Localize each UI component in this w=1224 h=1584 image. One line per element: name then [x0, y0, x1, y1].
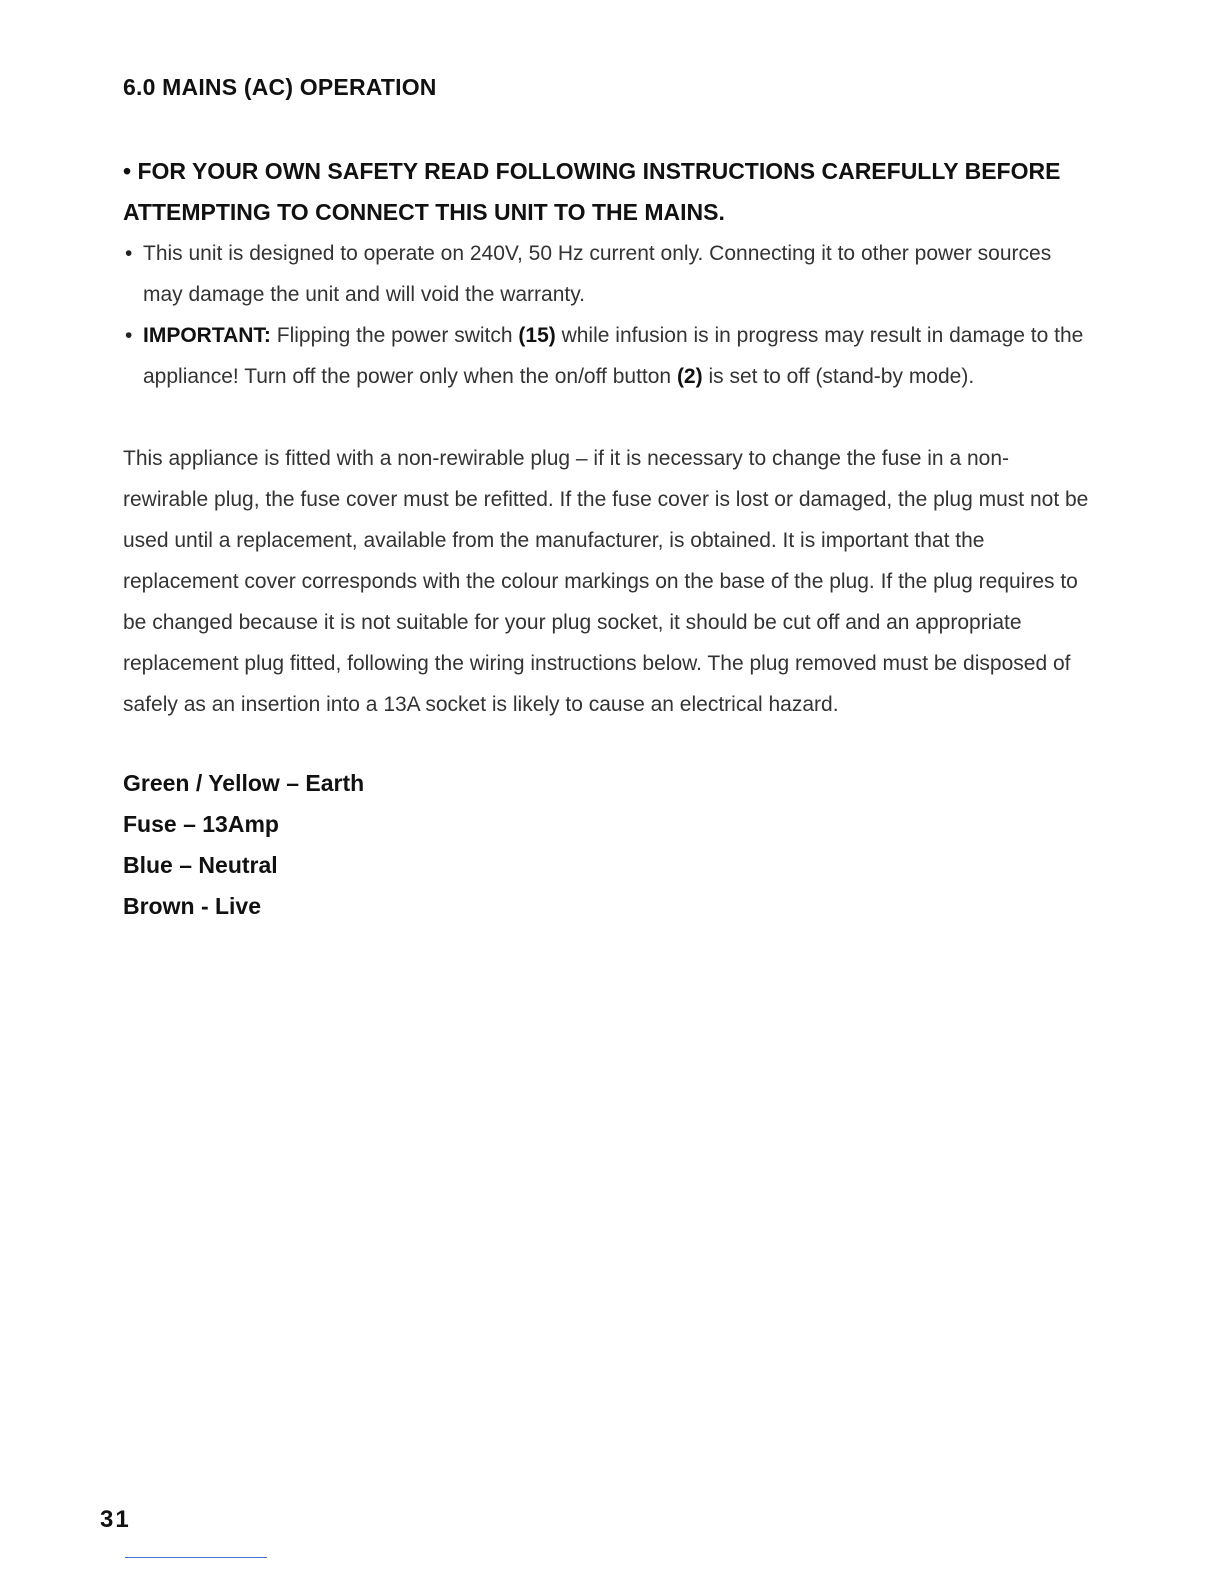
- wiring-item-earth: Green / Yellow – Earth: [123, 770, 365, 796]
- instruction-bullet-list: [123, 233, 1093, 397]
- voltage-instruction-text: This unit is designed to operate on 240V, 50 Hz current only. Connecting it to other power sources may damage the unit and will void the warranty.: [143, 242, 1052, 306]
- bullet-icon: •: [125, 242, 133, 265]
- plug-instructions-paragraph: This appliance is fitted with a non-rewirable plug – if it is necessary to change the fuse in a non-rewirable plug, the fuse cover must be refitted. If the fuse cover is lost or damaged, the plug must not be used until a replacement, available from the manufacturer, is obtained. It is important that the replacement cover corresponds with the colour markings on the base of the plug. If the plug requires to be changed because it is not suitable for your plug socket, it should be cut off and an appropriate replacement plug fitted, following the wiring instructions below. The plug removed must be disposed of safely as an insertion into a 13A socket is likely to cause an electrical hazard.: [123, 447, 1089, 716]
- bullet-icon: •: [125, 324, 133, 347]
- wiring-item-fuse: Fuse – 13Amp: [123, 811, 279, 837]
- section-title: 6.0 MAINS (AC) OPERATION: [123, 74, 437, 100]
- list-item-voltage: [123, 233, 1093, 315]
- important-label: IMPORTANT:: [143, 324, 271, 347]
- wiring-item-live: Brown - Live: [123, 893, 262, 919]
- important-text-part-2: while infusion is in progress may result in damage to the appliance! Turn off the power only when the on/off button: [143, 324, 1084, 388]
- important-text-part-3: is set to off (stand-by mode).: [702, 365, 975, 388]
- power-switch-reference: (15): [518, 324, 556, 347]
- list-item-important: [123, 315, 1093, 397]
- page-number: 31: [100, 1506, 131, 1533]
- important-text-part-1: Flipping the power switch: [270, 324, 519, 347]
- wiring-legend: [123, 763, 364, 927]
- footer-divider: [125, 1557, 267, 1558]
- safety-warning-heading: • FOR YOUR OWN SAFETY READ FOLLOWING INSTRUCTIONS CAREFULLY BEFORE ATTEMPTING TO CONNECT THIS UNIT TO THE MAINS.: [123, 158, 1061, 225]
- on-off-button-reference: (2): [676, 365, 703, 388]
- wiring-item-neutral: Blue – Neutral: [123, 852, 278, 878]
